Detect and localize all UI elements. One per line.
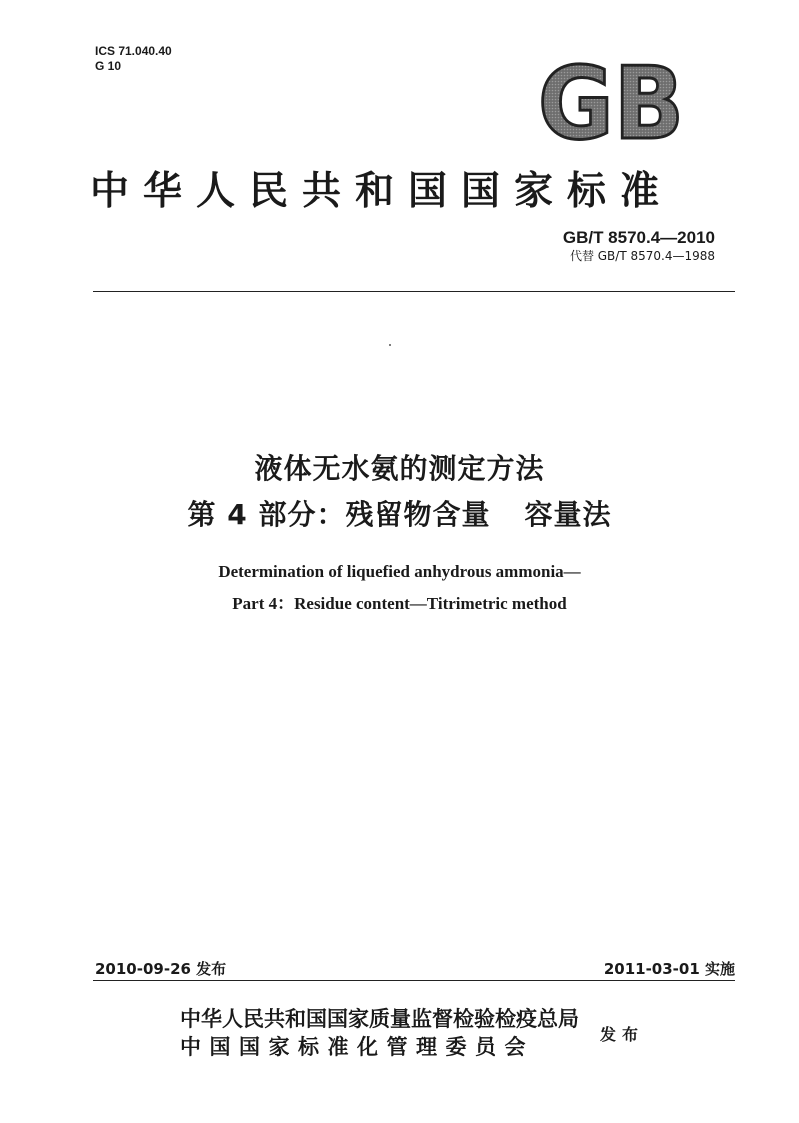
implementation-date: 2011-03-01 实施 — [603, 960, 735, 978]
replaces-standard: 代替 GB/T 8570.4—1988 — [569, 249, 715, 263]
title-cn-method: 容量法 — [524, 498, 612, 531]
issue-date: 2010-09-26 发布 — [95, 960, 227, 978]
ccs-code: G 10 — [95, 59, 122, 73]
standard-number: GB/T 8570.4—2010 — [562, 228, 715, 247]
classification-codes — [95, 44, 172, 74]
national-standard-title: 中华人民共和国国家标准 — [90, 169, 674, 214]
issue-label: 发布 — [600, 1025, 645, 1044]
top-divider — [93, 291, 735, 292]
standard-number-block — [563, 228, 715, 264]
title-cn-part: 第 4 部分：残留物含量 — [187, 498, 491, 531]
title-en-line1: Determination of liquefied anhydrous ammonia— — [218, 562, 581, 581]
title-cn-line1: 液体无水氨的测定方法 — [254, 452, 545, 485]
issuer-line1: 中华人民共和国国家质量监督检验检疫总局 — [180, 1007, 579, 1031]
gb-logo-text: GB — [538, 56, 684, 144]
ics-code: ICS 71.040.40 — [95, 44, 172, 58]
title-cn-line2 — [0, 493, 799, 533]
scan-speck — [389, 344, 391, 346]
issuer-line2: 中国国家标准化管理委员会 — [180, 1035, 534, 1059]
gb-logo — [536, 56, 686, 144]
title-en-line2: Part 4：Residue content—Titrimetric method — [232, 594, 567, 613]
bottom-divider — [93, 980, 735, 981]
issuing-authorities — [180, 1005, 579, 1061]
